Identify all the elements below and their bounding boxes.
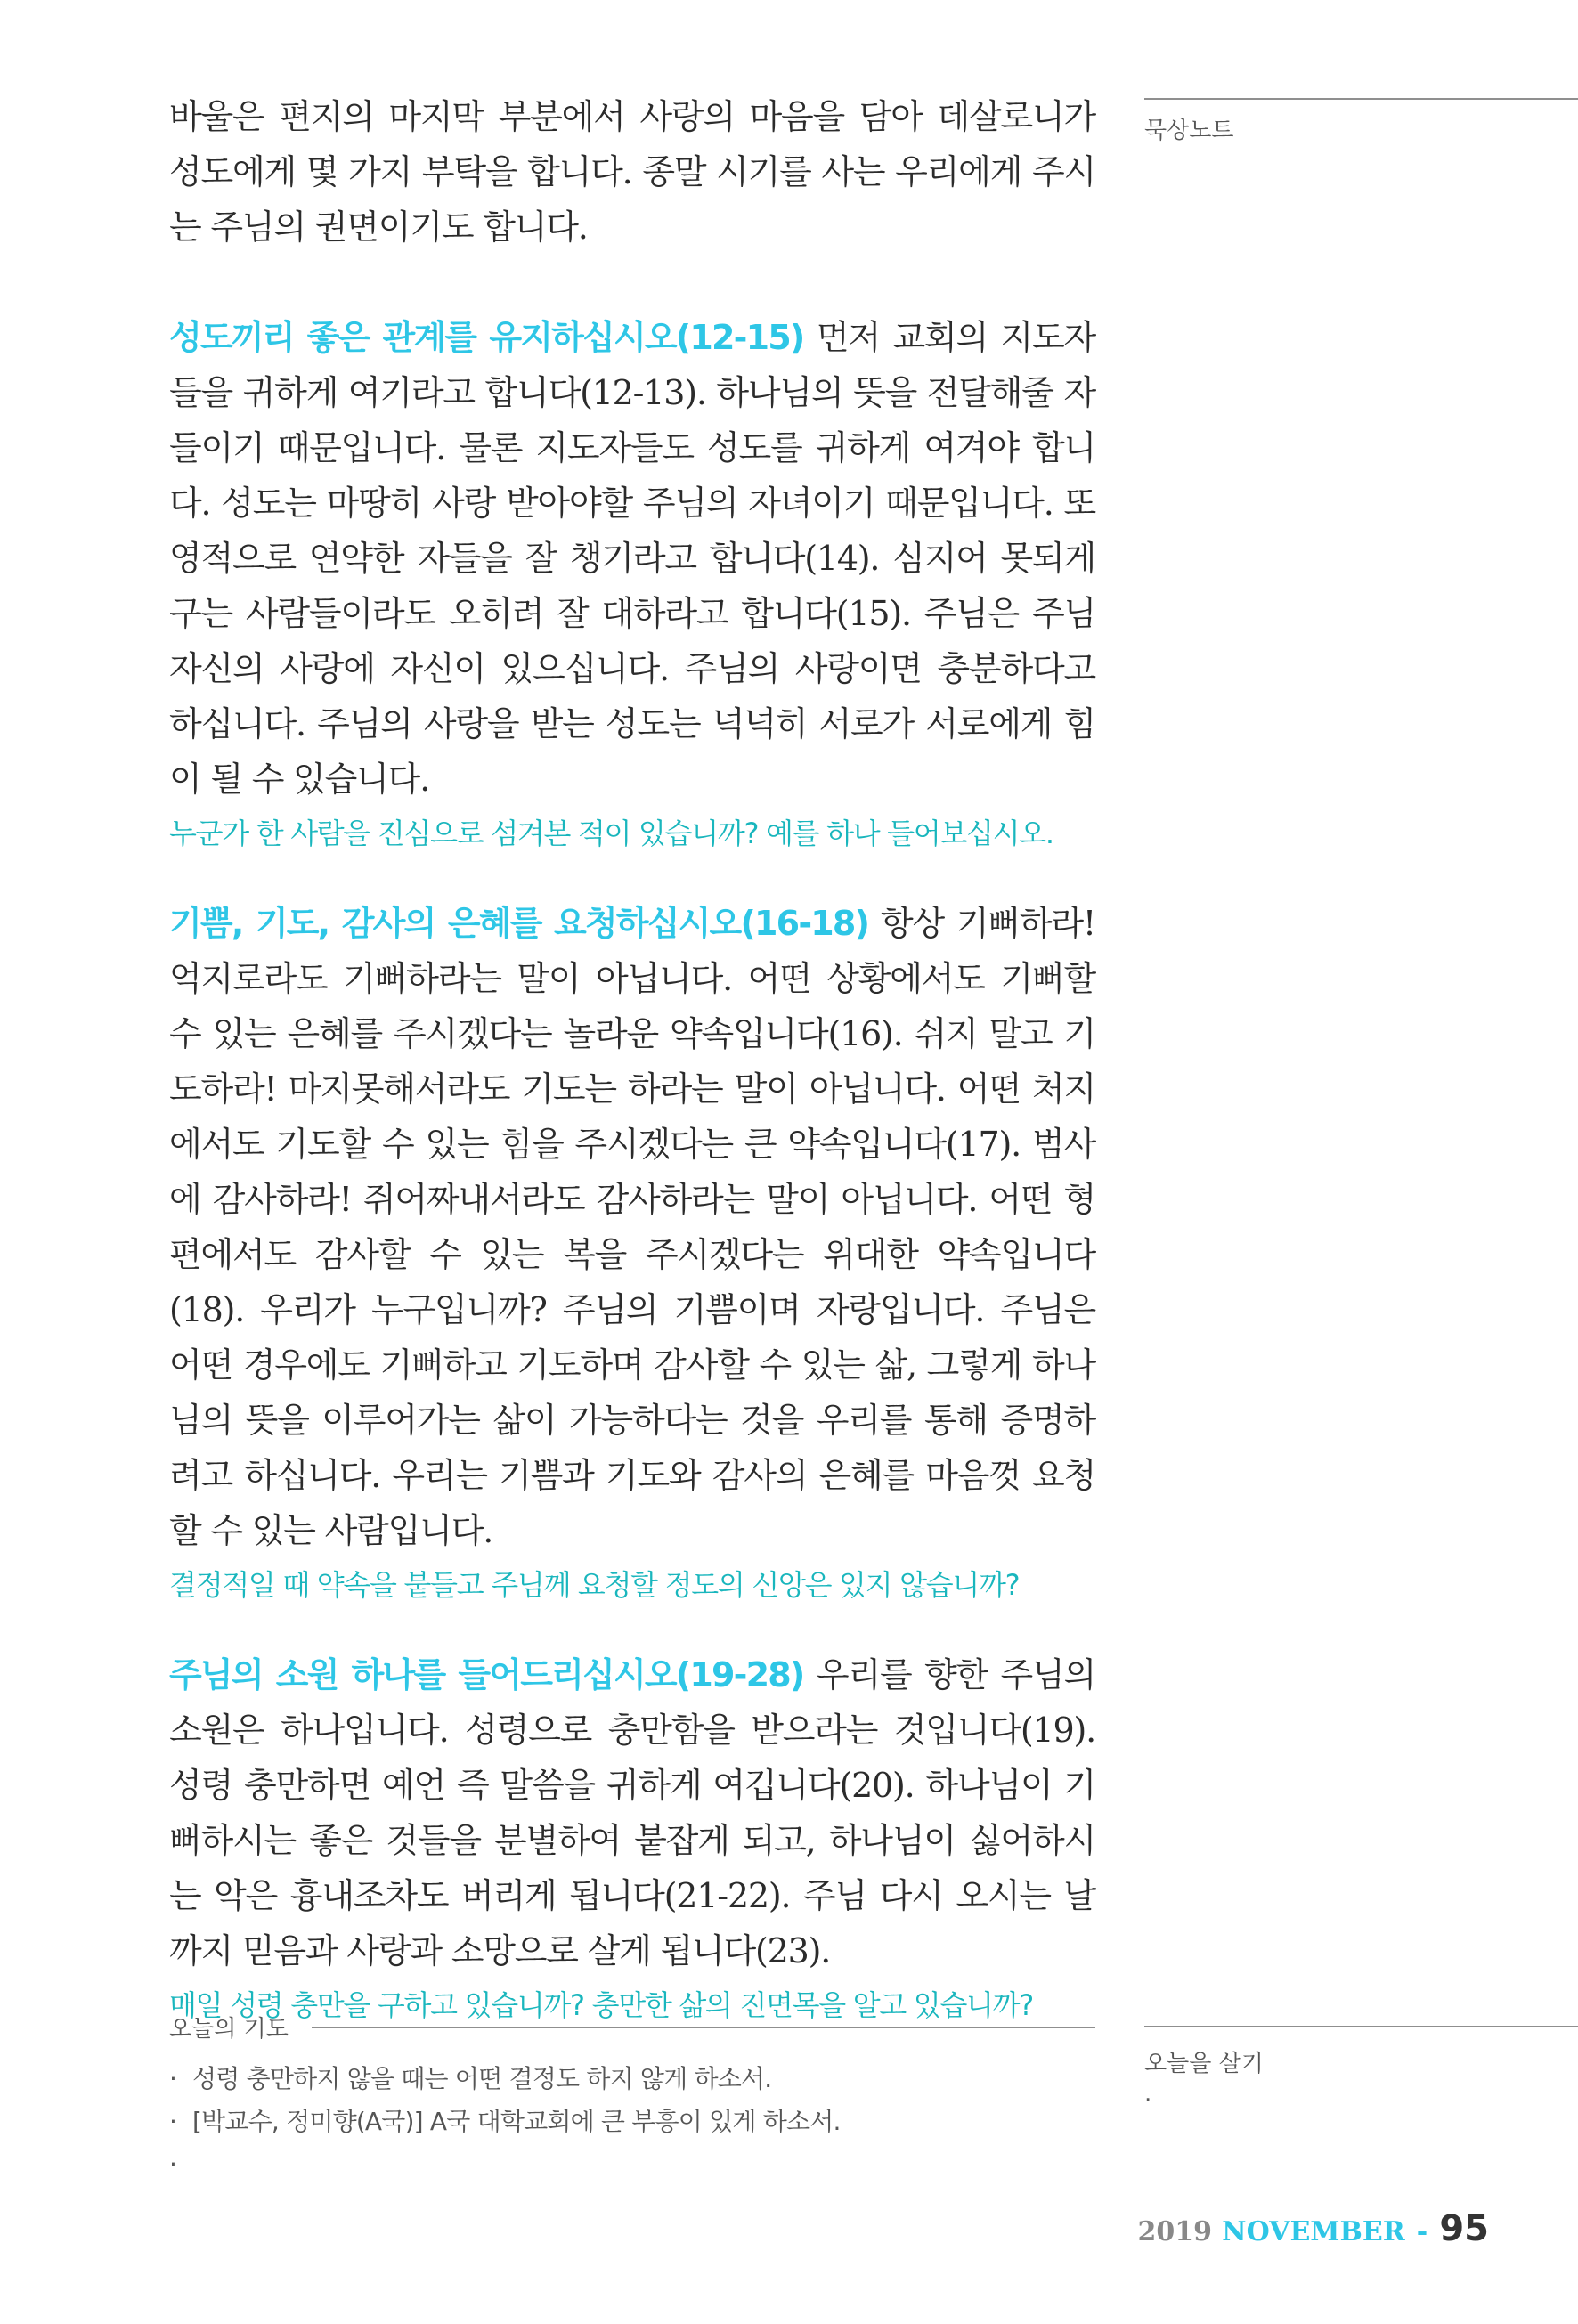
section-1 bbox=[169, 310, 1095, 860]
meditation-note-sidebar bbox=[1144, 98, 1578, 145]
page-number: 95 bbox=[1439, 2208, 1489, 2249]
main-column bbox=[169, 89, 1095, 2068]
section-paragraph bbox=[169, 1647, 1095, 1979]
reflection-question: 결정적일 때 약속을 붙들고 주님께 요청할 정도의 신앙은 있지 않습니까? bbox=[169, 1568, 1020, 1602]
live-today-sidebar bbox=[1144, 2026, 1578, 2114]
reflection-question: 매일 성령 충만을 구하고 있습니까? 충만한 삶의 진면목을 알고 있습니까? bbox=[169, 1988, 1033, 2022]
live-today-label: 오늘을 살기 bbox=[1144, 2051, 1264, 2077]
prayer-item: · [박교수, 정미향(A국)] A국 대학교회에 큰 부흥이 있게 하소서. bbox=[169, 2101, 1095, 2143]
bullet-icon: · bbox=[169, 2107, 177, 2136]
prayer-item bbox=[169, 2143, 1095, 2186]
todays-prayer bbox=[169, 2011, 1095, 2186]
section-3 bbox=[169, 1647, 1095, 2032]
section-heading: 주님의 소원 하나를 들어드리십시오(19-28) bbox=[169, 1655, 804, 1694]
section-paragraph bbox=[169, 310, 1095, 807]
section-body: 먼저 교회의 지도자들을 귀하게 여기라고 합니다(12-13). 하나님의 뜻을 전달해줄 자들이기 때문입니다. 물론 지도자들도 성도를 귀하게 여겨야 합니다. 성도는 마땅히 사랑 받아야할 주님의 자녀이기 때문입니다. 또 영적으로 연약한 자들을 잘 챙기라고 합니다(14). 심지어 못되게 구는 사람들이라도 오히려 잘 대하라고 합니다(15). 주님은 주님 자신의 사랑에 자신이 있으십니다. 주님의 사랑이면 충분하다고 하십니다. 주님의 사랑을 받는 성도는 넉넉히 서로가 서로에게 힘이 될 수 있습니다. bbox=[169, 318, 1095, 799]
meditation-note-label: 묵상노트 bbox=[1144, 118, 1234, 144]
prayer-header bbox=[169, 2011, 1095, 2044]
section-paragraph bbox=[169, 896, 1095, 1558]
footer-month: NOVEMBER bbox=[1222, 2216, 1405, 2247]
section-heading: 기쁨, 기도, 감사의 은혜를 요청하십시오(16-18) bbox=[169, 904, 869, 943]
section-body: 항상 기뻐하라! 억지로라도 기뻐하라는 말이 아닙니다. 어떤 상황에서도 기뻐할 수 있는 은혜를 주시겠다는 놀라운 약속입니다(16). 쉬지 말고 기도하라! 마지못해서라도 기도는 하라는 말이 아닙니다. 어떤 처지에서도 기도할 수 있는 힘을 주시겠다는 큰 약속입니다(17). 범사에 감사하라! 쥐어짜내서라도 감사하라는 말이 아닙니다. 어떤 형편에서도 감사할 수 있는 복을 주시겠다는 위대한 약속입니다(18). 우리가 누구입니까? 주님의 기쁨이며 자랑입니다. 주님은 어떤 경우에도 기뻐하고 기도하며 감사할 수 있는 삶, 그렇게 하나님의 뜻을 이루어가는 삶이 가능하다는 것을 우리를 통해 증명하려고 하십니다. 우리는 기쁨과 기도와 감사의 은혜를 마음껏 요청할 수 있는 사람입니다. bbox=[169, 904, 1095, 1550]
reflection-question: 누군가 한 사람을 진심으로 섬겨본 적이 있습니까? 예를 하나 들어보십시오. bbox=[169, 817, 1053, 850]
prayer-list bbox=[169, 2058, 1095, 2186]
bullet-icon: · bbox=[1144, 2087, 1152, 2114]
prayer-divider bbox=[312, 2027, 1095, 2028]
section-heading: 성도끼리 좋은 관계를 유지하십시오(12-15) bbox=[169, 318, 804, 357]
prayer-label: 오늘의 기도 bbox=[169, 2016, 289, 2043]
page-footer bbox=[1138, 2208, 1489, 2249]
bullet-icon: · bbox=[169, 2064, 177, 2093]
footer-year: 2019 bbox=[1137, 2216, 1213, 2247]
section-body: 우리를 향한 주님의 소원은 하나입니다. 성령으로 충만함을 받으라는 것입니다(19). 성령 충만하면 예언 즉 말씀을 귀하게 여깁니다(20). 하나님이 기뻐하시는 좋은 것들을 분별하여 붙잡게 되고, 하나님이 싫어하시는 악은 흉내조차도 버리게 됩니다(21-22). 주님 다시 오시는 날까지 믿음과 사랑과 소망으로 살게 됩니다(23). bbox=[169, 1655, 1095, 1971]
section-2 bbox=[169, 896, 1095, 1612]
prayer-item: · 성령 충만하지 않을 때는 어떤 결정도 하지 않게 하소서. bbox=[169, 2058, 1095, 2101]
intro-paragraph: 바울은 편지의 마지막 부분에서 사랑의 마음을 담아 데살로니가 성도에게 몇 가지 부탁을 합니다. 종말 시기를 사는 우리에게 주시는 주님의 권면이기도 합니다. bbox=[169, 97, 1095, 247]
bullet-icon: · bbox=[169, 2149, 177, 2179]
footer-dash: - bbox=[1416, 2216, 1428, 2247]
